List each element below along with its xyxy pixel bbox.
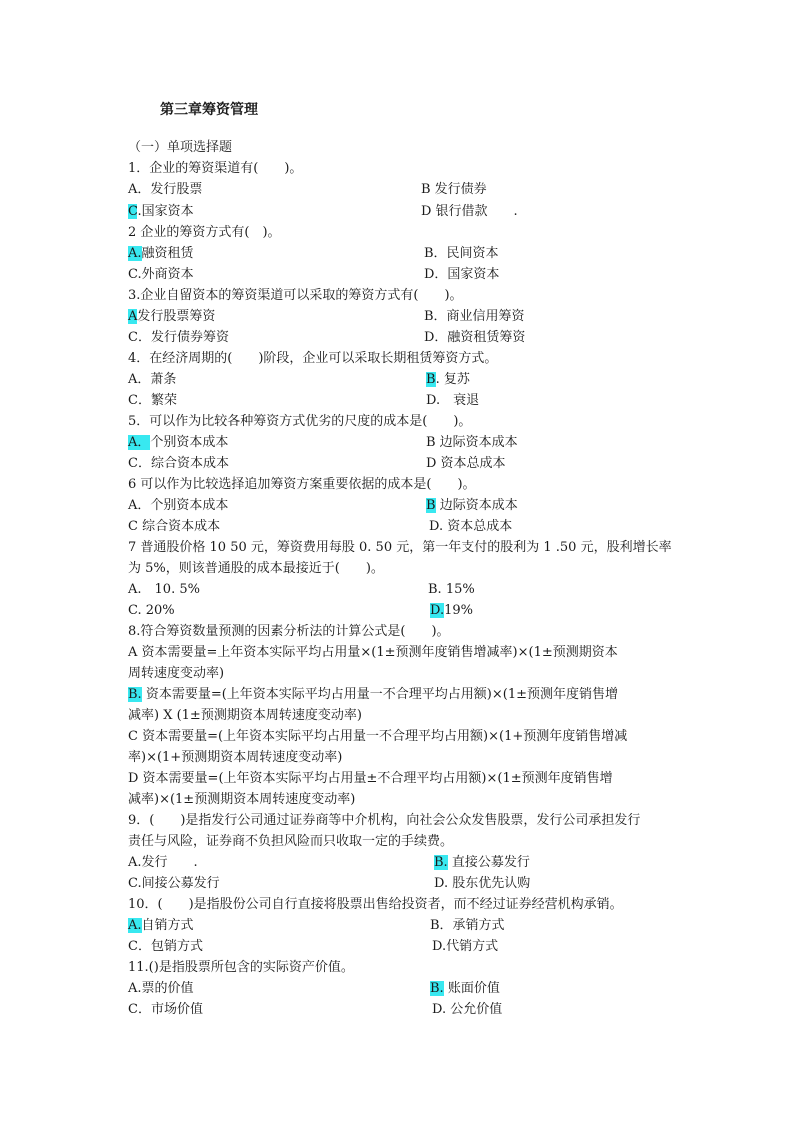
q11-option-c: C．市场价值 — [128, 1002, 203, 1017]
answer-highlight: D. — [430, 603, 445, 618]
q8-option-b-line-1: B. 资本需要量=(上年资本实际平均占用量一不合理平均占用额)×(1±预测年度销售增 — [128, 687, 618, 702]
answer-highlight: B — [426, 372, 436, 387]
q11-option-b: B. 账面价值 — [430, 981, 500, 996]
q8-option-b-line-2: 减率) X (1±预测期资本周转速度变动率) — [128, 708, 362, 723]
answer-highlight: B. — [430, 981, 444, 996]
q6-option-b: B 边际资本成本 — [426, 498, 518, 513]
question-2: 2 企业的筹资方式有( )。 — [128, 225, 281, 240]
q6-option-d: D. 资本总成本 — [429, 519, 513, 534]
question-11: 11.()是指股票所包含的实际资产价值。 — [128, 960, 354, 975]
q8-option-c-line-2: 率)×(1+预测期资本周转速度变动率) — [128, 750, 343, 765]
q8-option-c-line-1: C 资本需要量=(上年资本实际平均占用量一不合理平均占用额)×(1+预测年度销售增减 — [128, 729, 628, 744]
q7-option-b: B. 15% — [428, 582, 475, 597]
q5-option-d: D 资本总成本 — [426, 456, 506, 471]
question-7-line-2: 为 5%，则该普通股的成本最接近于( )。 — [128, 561, 384, 576]
q1-option-c: C.国家资本 — [128, 204, 194, 219]
question-7-line-1: 7 普通股价格 10 50 元，筹资费用每股 0. 50 元，第一年支付的股利为 1 .50 元，股利增长率 — [128, 540, 672, 555]
q4-option-a: A．萧条 — [128, 372, 177, 387]
q5-option-c: C．综合资本成本 — [128, 456, 229, 471]
q2-option-d: D．国家资本 — [424, 267, 500, 282]
q7-option-d: D.19% — [430, 603, 473, 618]
answer-highlight: C — [128, 204, 138, 219]
q6-option-c: C 综合资本成本 — [128, 519, 221, 534]
section-heading: （一）单项选择题 — [128, 140, 233, 155]
q10-option-b: B．承销方式 — [430, 918, 505, 933]
q4-option-d: D. 衰退 — [426, 393, 480, 408]
q7-option-a: A. 10. 5% — [128, 582, 200, 597]
q1-option-d: D 银行借款 . — [421, 204, 518, 219]
q4-option-c: C．繁荣 — [128, 393, 177, 408]
question-4: 4．在经济周期的( )阶段，企业可以采取长期租赁筹资方式。 — [128, 351, 498, 366]
q3-option-d: D．融资租赁筹资 — [424, 330, 526, 345]
question-1: 1．企业的筹资渠道有( )。 — [128, 161, 303, 176]
q2-option-c: C.外商资本 — [128, 267, 194, 282]
q3-option-a: A发行股票筹资 — [128, 309, 216, 324]
q2-option-a: A.融资租赁 — [128, 246, 194, 261]
q10-option-a: A.自销方式 — [128, 918, 194, 933]
q10-option-d: D.代销方式 — [432, 939, 499, 954]
q7-option-c: C. 20% — [128, 603, 175, 618]
question-9-line-1: 9．( )是指发行公司通过证券商等中介机构，向社会公众发售股票，发行公司承担发行 — [128, 813, 641, 828]
q8-option-a-line-2: 周转速度变动率) — [128, 666, 225, 681]
q8-option-d-line-1: D 资本需要量=(上年资本实际平均占用量±不合理平均占用额)×(1±预测年度销售增 — [128, 771, 613, 786]
question-6: 6 可以作为比较选择追加筹资方案重要依据的成本是( )。 — [128, 477, 476, 492]
q11-option-d: D. 公允价值 — [432, 1002, 503, 1017]
q9-option-c: C.间接公募发行 — [128, 876, 220, 891]
answer-highlight: A. — [128, 918, 142, 933]
answer-highlight: A． — [128, 435, 151, 450]
page-title: 第三章筹资管理 — [160, 102, 258, 118]
answer-highlight: A — [128, 309, 138, 324]
q10-option-c: C．包销方式 — [128, 939, 203, 954]
question-8: 8.符合筹资数量预测的因素分析法的计算公式是( )。 — [128, 624, 450, 639]
q4-option-b: B. 复苏 — [426, 372, 470, 387]
q1-option-b: B 发行债券 — [421, 182, 487, 197]
answer-highlight: B — [426, 498, 436, 513]
question-3: 3.企业自留资本的筹资渠道可以采取的筹资方式有( )。 — [128, 288, 463, 303]
q6-option-a: A．个别资本成本 — [128, 498, 229, 513]
q3-option-c: C．发行债券筹资 — [128, 330, 229, 345]
q5-option-a: A．个别资本成本 — [128, 435, 229, 450]
q3-option-b: B．商业信用筹资 — [424, 309, 525, 324]
question-5: 5．可以作为比较各种筹资方式优劣的尺度的成本是( )。 — [128, 414, 472, 429]
question-10: 10．( )是指股份公司自行直接将股票出售给投资者，而不经过证券经营机构承销。 — [128, 897, 623, 912]
question-9-line-2: 责任与风险，证券商不负担风险而只收取一定的手续费。 — [128, 834, 454, 849]
answer-highlight: B. — [128, 687, 142, 702]
answer-highlight: B. — [434, 855, 448, 870]
q8-option-d-line-2: 减率)×(1±预测期资本周转速度变动率) — [128, 792, 356, 807]
q11-option-a: A.票的价值 — [128, 981, 194, 996]
q1-option-a: A．发行股票 — [128, 182, 203, 197]
q9-option-a: A.发行 . — [128, 855, 198, 870]
q9-option-d: D. 股东优先认购 — [434, 876, 531, 891]
q9-option-b: B. 直接公募发行 — [434, 855, 530, 870]
q5-option-b: B 边际资本成本 — [426, 435, 518, 450]
q8-option-a-line-1: A 资本需要量=上年资本实际平均占用量×(1±预测年度销售增减率)×(1±预测期资本 — [128, 645, 618, 660]
q2-option-b: B．民间资本 — [424, 246, 499, 261]
answer-highlight: A. — [128, 246, 142, 261]
